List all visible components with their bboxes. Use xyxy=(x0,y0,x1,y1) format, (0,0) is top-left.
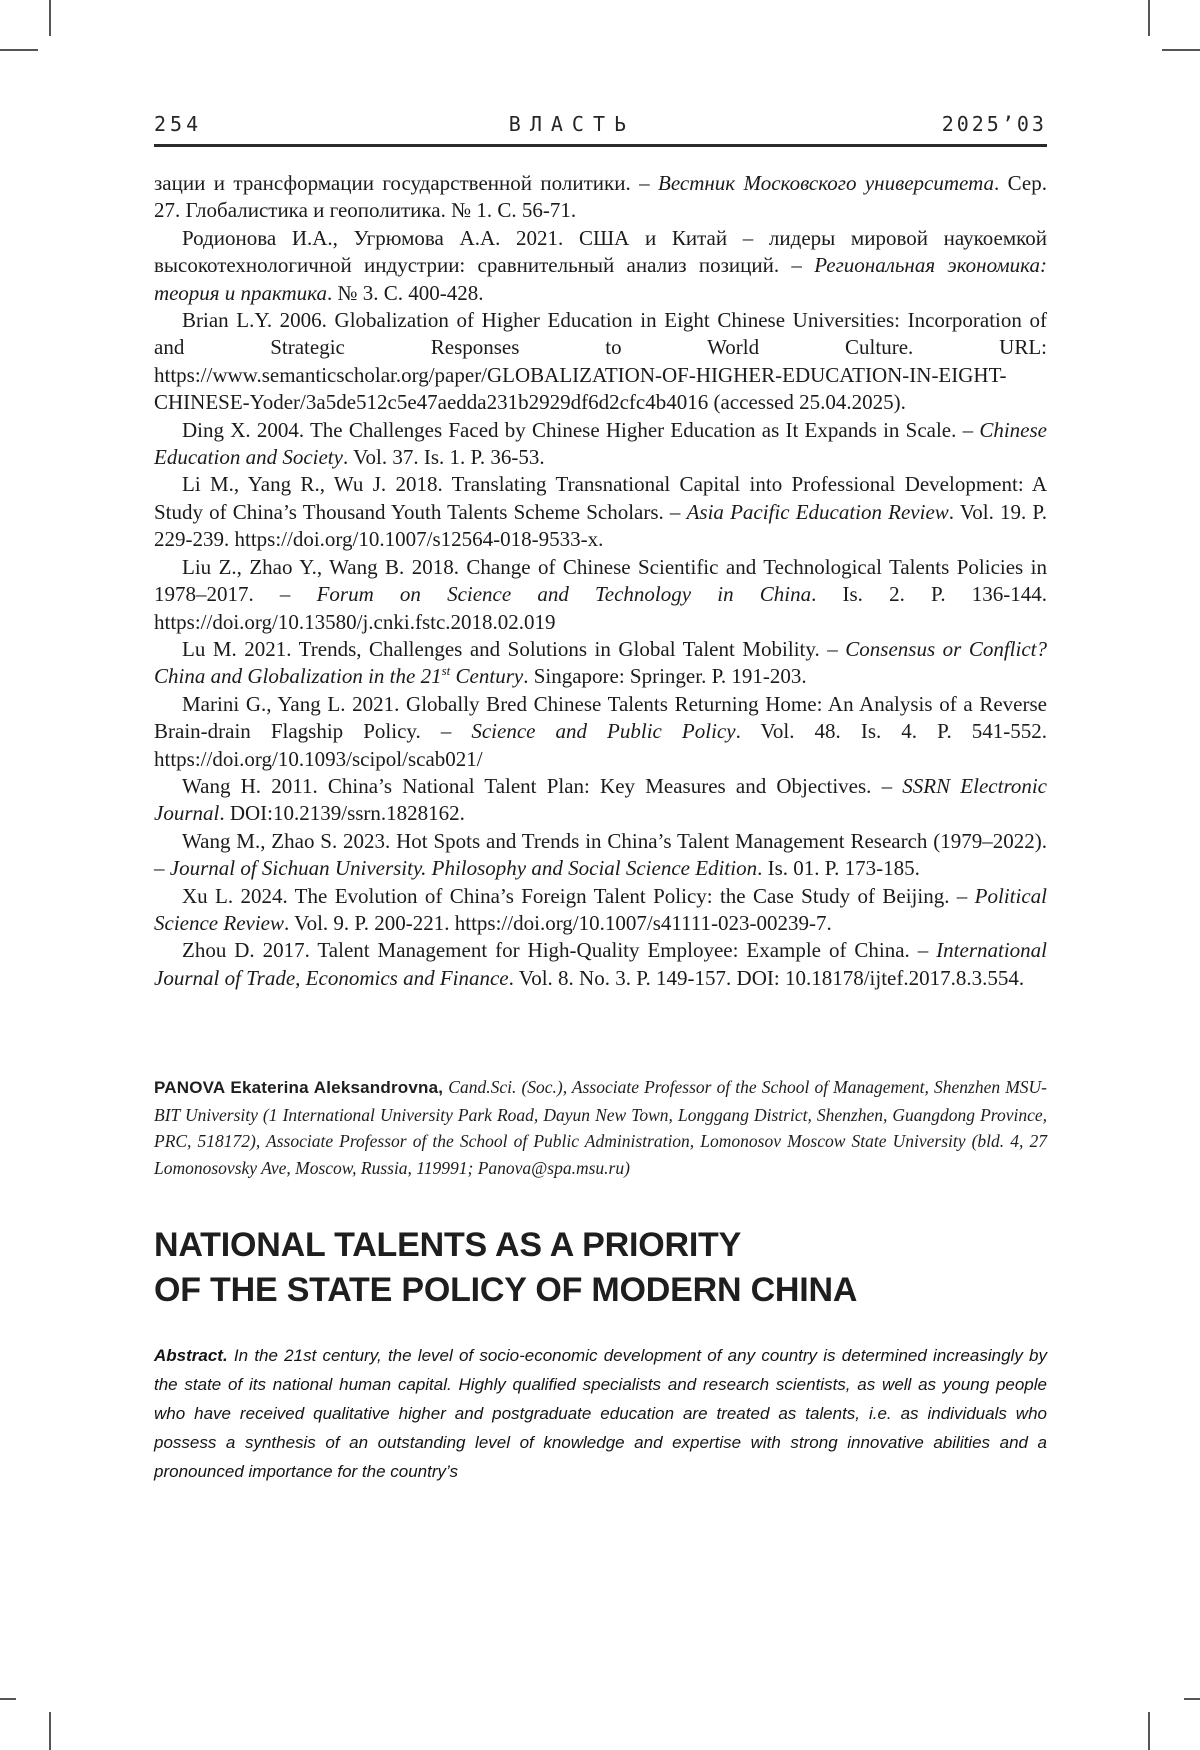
author-info xyxy=(154,1074,1047,1181)
crop-mark-top-right-horizontal xyxy=(1162,49,1200,51)
crop-mark-bottom-left-vertical xyxy=(49,1712,51,1750)
references-list xyxy=(154,170,1047,992)
reference-text: Xu L. 2024. The Evolution of China’s Foreign Talent Policy: the Case Study of Beijing. – xyxy=(182,883,975,908)
reference-text: . Vol. 37. Is. 1. P. 36-53. xyxy=(342,445,545,470)
reference-text: . Singapore: Springer. P. 191-203. xyxy=(523,664,807,689)
reference-entry xyxy=(154,828,1047,883)
article-title-line-2: OF THE STATE POLICY OF MODERN CHINA xyxy=(154,1271,858,1310)
reference-entry xyxy=(154,937,1047,992)
crop-mark-top-right-vertical xyxy=(1148,0,1150,36)
reference-entry xyxy=(154,636,1047,691)
reference-text: . DOI:10.2139/ssrn.1828162. xyxy=(219,801,465,826)
reference-entry xyxy=(154,691,1047,773)
reference-text: Marini G., Yang L. 2021. Globally Bred Chinese Talents Returning Home: An Analysis of a Reverse Brain-drain Flagship Policy. – xyxy=(154,691,1047,744)
abstract-label: Abstract. xyxy=(154,1346,228,1366)
reference-source-title: SSRN Electronic Journal xyxy=(154,773,1047,826)
reference-text: Ding X. 2004. The Challenges Faced by Chinese Higher Education as It Expands in Scale. – xyxy=(182,417,980,442)
journal-title: ВЛАСТЬ xyxy=(508,112,636,136)
reference-text: Li M., Yang R., Wu J. 2018. Translating Transnational Capital into Professional Development: A Study of China’s Thousand Youth Talents Scheme Scholars. – xyxy=(154,472,1047,524)
reference-source-title: Consensus or Conflict? China and Globalization in the 21 xyxy=(154,636,1047,689)
reference-entry xyxy=(154,307,1047,417)
crop-mark-top-left-vertical xyxy=(49,0,51,36)
page-number: 254 xyxy=(154,112,203,136)
reference-source-title: Journal of Sichuan University. Philosophy and Social Science Edition xyxy=(169,856,758,881)
reference-text: . Vol. 48. Is. 4. P. 541-552. https://doi.org/10.1093/scipol/scab021/ xyxy=(154,719,1047,771)
reference-entry xyxy=(154,883,1047,938)
crop-mark-bottom-right-horizontal xyxy=(1184,1698,1200,1700)
author-details: Cand.Sci. (Soc.), Associate Professor of the School of Management, Shenzhen MSU-BIT University (1 International University Park Road, Dayun New Town, Longgang District, Shenzhen, Guangdong Province, PRC, 518172), Associate Professor of the School of Public Administration, Lomonosov Moscow State University (bld. 4, 27 Lomonosovsky Ave, Moscow, Russia, 119991; Panova@spa.msu.ru) xyxy=(154,1077,1048,1178)
running-head xyxy=(154,112,1047,147)
reference-text: . Vol. 9. P. 200-221. https://doi.org/10.1007/s41111-023-00239-7. xyxy=(284,910,832,935)
reference-source-title: Asia Pacific Education Review xyxy=(686,499,949,524)
abstract xyxy=(154,1341,1047,1486)
reference-source-title: Chinese Education and Society xyxy=(154,417,1047,470)
crop-mark-top-left-horizontal xyxy=(0,49,38,51)
reference-text: зации и трансформации государственной политики. – xyxy=(154,171,659,195)
reference-text: . Is. 2. P. 136-144. https://doi.org/10.13580/j.cnki.fstc.2018.02.019 xyxy=(154,582,1047,634)
abstract-text: In the 21st century, the level of socio-economic development of any country is determined increasingly by the state of its national human capital. Highly qualified specialists and research scientists, as well as young people who have received qualitative higher and postgraduate education are treated as talents, i.e. as individuals who possess a synthesis of an outstanding level of knowledge and expertise with strong innovative abilities and a pronounced importance for the country’s xyxy=(154,1346,1047,1482)
reference-text: Brian L.Y. 2006. Globalization of Higher Education in Eight Chinese Universities: Incorporation of and Strategic Responses to World Culture. URL: https://www.semanticscholar.org/paper/GLOBALIZATION-OF-HIGHER-EDUCATION-IN-EIGHT-CHINESE-Yoder/3a5de512c5e47aedda231b2929df6d2cfc4b4016 (accessed 25.04.2025). xyxy=(154,308,1047,415)
reference-text: Родионова И.А., Угрюмова А.А. 2021. США и Китай – лидеры мировой наукоемкой высокотехнологичной индустрии: сравнительный анализ позиций. – xyxy=(154,225,1047,278)
reference-text: . № 3. С. 400-428. xyxy=(326,280,484,305)
reference-text: . Is. 01. P. 173-185. xyxy=(757,856,920,881)
reference-text: . Vol. 8. No. 3. P. 149-157. DOI: 10.18178/ijtef.2017.8.3.554. xyxy=(508,965,1025,990)
reference-source-title: Региональная экономика: теория и практика xyxy=(154,253,1047,305)
reference-text: Liu Z., Zhao Y., Wang B. 2018. Change of Chinese Scientific and Technological Talents Policies in 1978–2017. – xyxy=(154,554,1047,607)
page-content xyxy=(154,0,1047,1486)
reference-entry xyxy=(154,554,1047,636)
crop-mark-bottom-right-vertical xyxy=(1148,1712,1150,1750)
article-title xyxy=(154,1223,1047,1313)
reference-text: Wang H. 2011. China’s National Talent Plan: Key Measures and Objectives. – xyxy=(182,773,903,798)
reference-text: . Vol. 19. P. 229-239. https://doi.org/10.1007/s12564-018-9533-x. xyxy=(154,499,1048,552)
issue-number: 2025’03 xyxy=(941,112,1047,136)
reference-entry xyxy=(154,773,1047,828)
crop-mark-bottom-left-horizontal xyxy=(0,1698,16,1700)
reference-source-title: Forum on Science and Technology in China xyxy=(316,582,812,607)
reference-text: Lu M. 2021. Trends, Challenges and Solutions in Global Talent Mobility. – xyxy=(182,636,846,661)
reference-source-title: Political Science Review xyxy=(154,883,1047,935)
reference-text: . Сер. 27. Глобалистика и геополитика. № 1. С. 56-71. xyxy=(154,171,1047,223)
reference-source-title: Science and Public Policy xyxy=(471,719,736,744)
reference-entry xyxy=(154,471,1047,553)
reference-source-title: Вестник Московского университета xyxy=(658,171,994,195)
article-title-line-1: NATIONAL TALENTS AS A PRIORITY xyxy=(154,1226,742,1265)
reference-entry xyxy=(154,170,1047,225)
reference-entry xyxy=(154,225,1047,307)
author-name: PANOVA Ekaterina Aleksandrovna, xyxy=(154,1078,444,1098)
reference-text: Zhou D. 2017. Talent Management for High-Quality Employee: Example of China. – xyxy=(182,938,937,963)
reference-source-title: st xyxy=(441,663,451,679)
reference-entry xyxy=(154,417,1047,472)
reference-source-title: International Journal of Trade, Economics and Finance xyxy=(154,938,1047,990)
reference-text: Wang M., Zhao S. 2023. Hot Spots and Trends in China’s Talent Management Research (1979–2022). – xyxy=(154,828,1047,881)
reference-source-title: Century xyxy=(450,664,524,689)
